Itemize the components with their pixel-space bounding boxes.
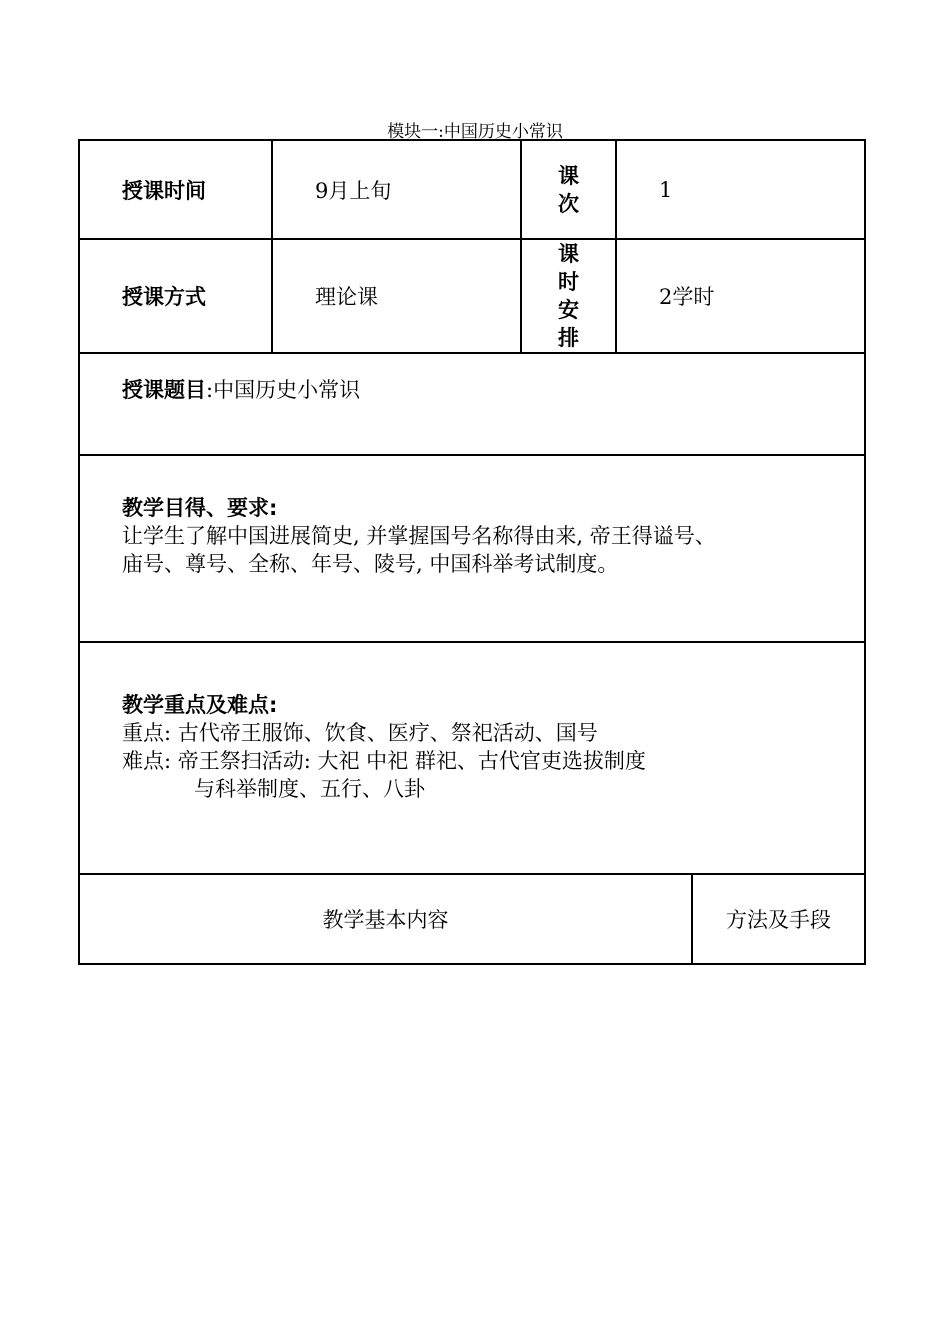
row-footer	[79, 874, 865, 964]
hours-value: 2学时	[616, 239, 865, 353]
session-label	[521, 140, 616, 239]
key-points-line: 与科举制度、五行、八卦	[194, 777, 425, 801]
key-points-cell	[79, 642, 865, 874]
session-value: 1	[616, 140, 865, 239]
key-points-heading: 教学重点及难点:	[122, 693, 278, 717]
key-points-line: 重点: 古代帝王服饰、饮食、医疗、祭祀活动、国号	[122, 721, 598, 745]
row-class-method	[79, 239, 865, 353]
method-header: 方法及手段	[692, 874, 865, 964]
row-objectives	[79, 455, 865, 642]
page-caption: 模块一:中国历史小常识	[387, 122, 563, 142]
class-time-label: 授课时间	[79, 140, 272, 239]
session-label-char: 次	[558, 191, 579, 216]
class-time-value: 9月上旬	[272, 140, 521, 239]
objectives-heading: 教学目得、要求:	[122, 496, 278, 520]
topic-cell	[79, 353, 865, 455]
key-points-line: 难点: 帝王祭扫活动: 大祀 中祀 群祀、古代官吏选拔制度	[122, 749, 646, 773]
hours-label-char: 课	[558, 242, 579, 266]
class-method-value: 理论课	[272, 239, 521, 353]
row-key-points	[79, 642, 865, 874]
hours-label	[521, 239, 616, 353]
objectives-cell	[79, 455, 865, 642]
objectives-line: 让学生了解中国进展简史, 并掌握国号名称得由来, 帝王得谥号、	[122, 524, 716, 548]
topic-label: 授课题目	[122, 378, 206, 402]
hours-label-char: 时	[558, 270, 579, 294]
hours-label-char: 安	[558, 298, 579, 322]
objectives-line: 庙号、尊号、全称、年号、陵号, 中国科举考试制度。	[122, 552, 619, 576]
class-method-label: 授课方式	[79, 239, 272, 353]
teaching-content-header: 教学基本内容	[79, 874, 692, 964]
lesson-plan-table	[78, 139, 866, 965]
topic-value: :中国历史小常识	[206, 378, 361, 402]
session-label-char: 课	[558, 163, 579, 188]
row-topic	[79, 353, 865, 455]
row-class-time	[79, 140, 865, 239]
hours-label-char: 排	[558, 326, 579, 350]
